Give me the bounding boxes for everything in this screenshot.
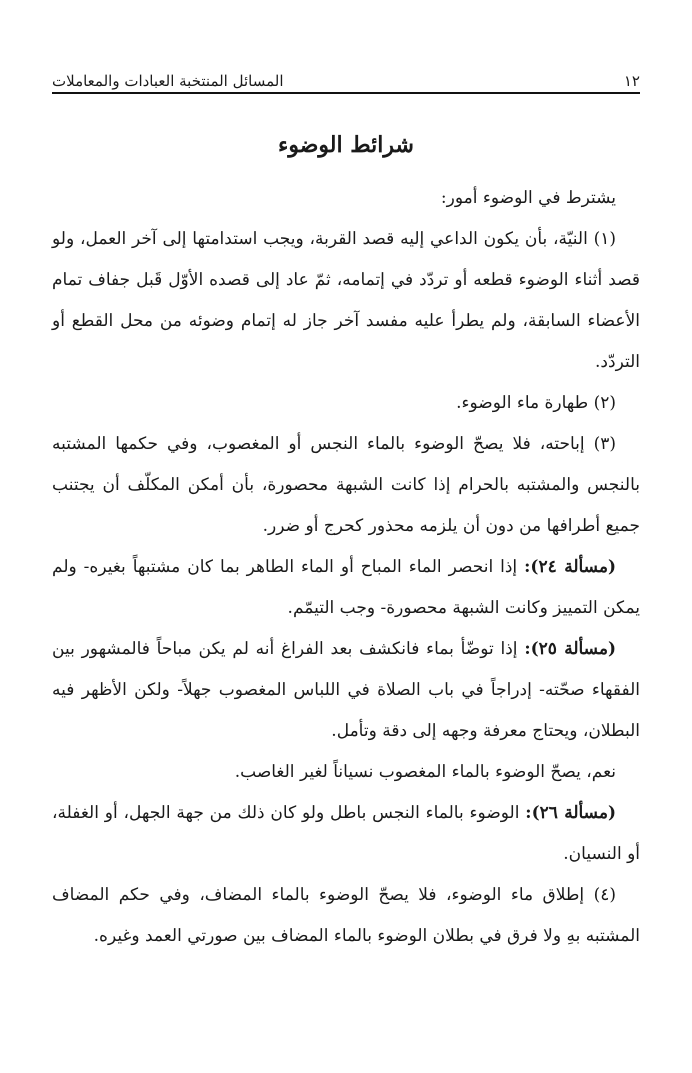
paragraph-issue-26 xyxy=(52,793,640,875)
paragraph-issue-24 xyxy=(52,547,640,629)
page-number: ١٢ xyxy=(623,72,640,90)
label-colon: : xyxy=(524,639,531,659)
paragraph-text: (٤) إطلاق ماء الوضوء، فلا يصحّ الوضوء بالماء المضاف، وفي حكم المضاف المشتبه بهِ ولا فرق في بطلان الوضوء بالماء المضاف بين صورتي العمد وغيره. xyxy=(52,885,640,946)
paragraph-text: نعم، يصحّ الوضوء بالماء المغصوب نسياناً لغير الغاصب. xyxy=(234,762,616,782)
paragraph-text: إذا انحصر الماء المباح أو الماء الطاهر بما كان مشتبهاً بغيره- ولم يمكن التمييز وكانت الشبهة محصورة- وجب التيمّم. xyxy=(52,557,640,618)
section-title: شرائط الوضوء xyxy=(278,132,414,158)
paragraph-text: (٢) طهارة ماء الوضوء. xyxy=(456,393,616,413)
paragraph-condition-1 xyxy=(52,219,640,383)
label-colon: : xyxy=(524,557,531,577)
paragraph-condition-2 xyxy=(52,383,640,424)
issue-label: (مسألة ٢٥) xyxy=(530,639,617,659)
paragraph-condition-3 xyxy=(52,424,640,547)
page-header xyxy=(52,62,640,90)
paragraph-condition-4 xyxy=(52,875,640,957)
label-colon: : xyxy=(525,803,532,823)
issue-label: (مسألة ٢٦) xyxy=(531,803,616,823)
header-divider xyxy=(52,92,640,94)
issue-label: (مسألة ٢٤) xyxy=(530,557,616,577)
paragraph-note xyxy=(52,752,640,793)
paragraph-text: الوضوء بالماء النجس باطل ولو كان ذلك من جهة الجهل، أو الغفلة، أو النسيان. xyxy=(52,803,640,864)
body-text xyxy=(52,178,640,957)
paragraph-text: يشترط في الوضوء أمور: xyxy=(440,188,616,208)
paragraph-issue-25 xyxy=(52,629,640,752)
paragraph-text: (٣) إباحته، فلا يصحّ الوضوء بالماء النجس أو المغصوب، وفي حكمها المشتبه بالنجس والمشتبه بالحرام إذا كانت الشبهة محصورة، بأن أمكن المكلّف أن يجتنب جميع أطرافها من دون أن يلزمه محذور كحرج أو ضرر. xyxy=(52,434,640,536)
paragraph-text: (١) النيّة، بأن يكون الداعي إليه قصد القربة، ويجب استدامتها إلى آخر العمل، ولو قصد أثناء الوضوء قطعه أو تردّد في إتمامه، ثمّ عاد إلى قصده الأوّل قَبل جفاف تمام الأعضاء السابقة، ولم يطرأ عليه مفسد آخر جاز له إتمام وضوئه من محل القطع أو التردّد. xyxy=(52,229,640,372)
running-title: المسائل المنتخبة العبادات والمعاملات xyxy=(52,72,284,90)
paragraph-text: إذا توضّأ بماء فانكشف بعد الفراغ أنه لم يكن مباحاً فالمشهور بين الفقهاء صحّته- إدراجاً في باب الصلاة في اللباس المغصوب جهلاً- ولكن الأظهر فيه البطلان، ويحتاج معرفة وجهه إلى دقة وتأمل. xyxy=(52,639,640,741)
paragraph-intro xyxy=(52,178,640,219)
